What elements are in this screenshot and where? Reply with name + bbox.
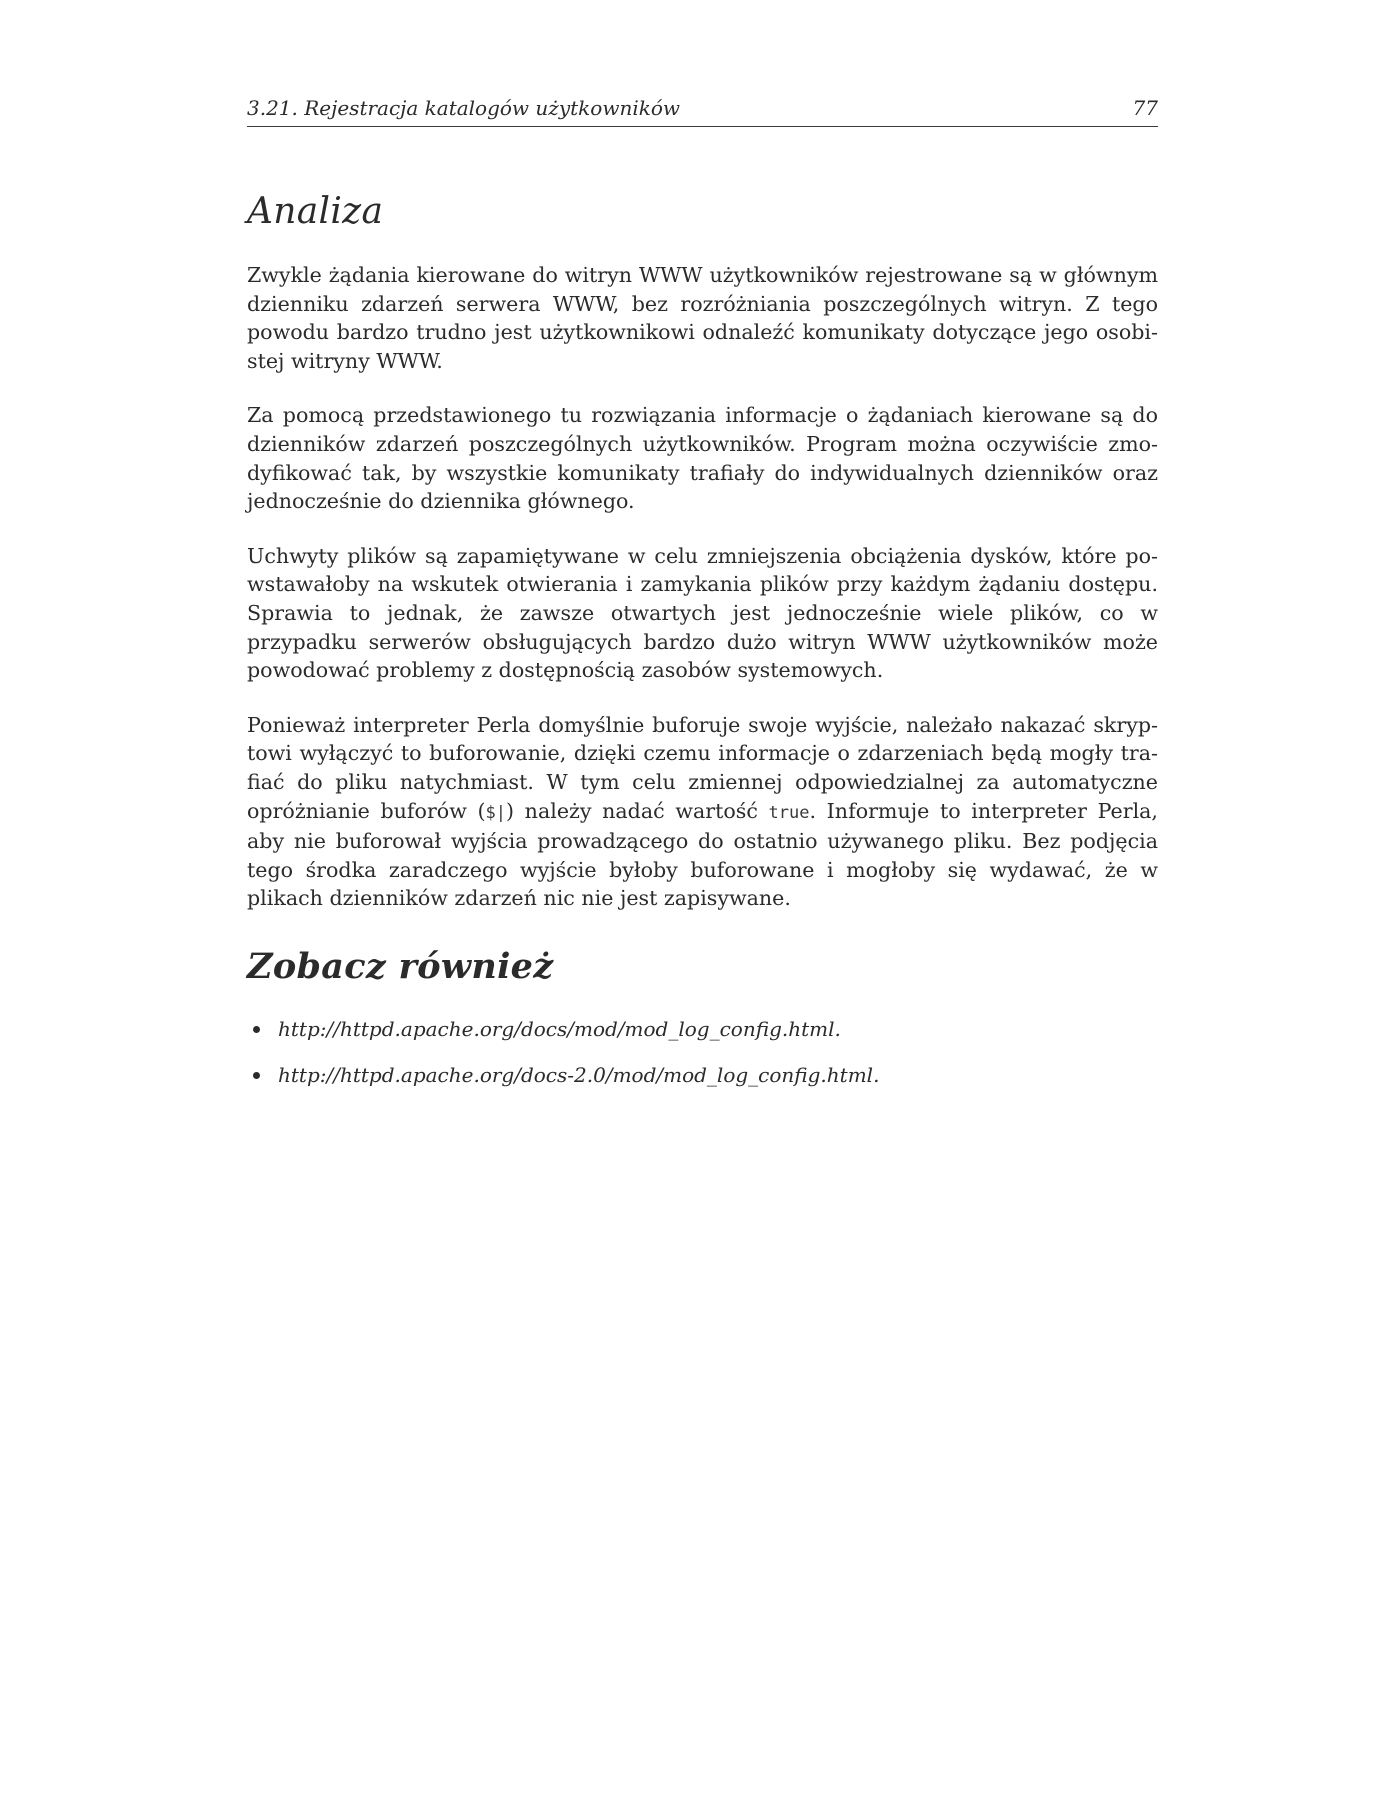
section-title-see-also: Zobacz również xyxy=(247,945,554,987)
see-also-item xyxy=(247,1061,1158,1089)
see-also-link-2[interactable]: http://httpd.apache.org/docs-2.0/mod/mod_log_config.html. xyxy=(278,1062,880,1087)
running-title: 3.21. Rejestracja katalogów użytkowników xyxy=(247,96,680,120)
see-also-item xyxy=(247,1015,1158,1043)
page-number: 77 xyxy=(1132,96,1158,120)
paragraph-4-text-b: ) należy nadać wartość xyxy=(506,798,769,823)
paragraph-2: Za pomocą przedstawionego tu rozwiązania informacje o żądaniach kierowane są do dzienników zdarzeń poszczególnych użytkowników. Program można oczywiście zmodyfikować tak, by wszystkie komunikaty trafiały do indywidualnych dzienników oraz jednocześnie do dziennika głównego. xyxy=(247,403,1158,514)
bullet-icon xyxy=(253,1026,260,1033)
paragraph-1: Zwykle żądania kierowane do witryn WWW użytkowników rejestrowane są w głównym dzienniku zdarzeń serwera WWW, bez rozróżniania poszczególnych witryn. Z tego powodu bardzo trudno jest użytkownikowi odnaleźć komunikaty dotyczące jego osobistej witryny WWW. xyxy=(247,263,1158,373)
paragraph-4 xyxy=(247,711,1158,913)
paragraph-3: Uchwyty plików są zapamiętywane w celu zmniejszenia obciążenia dysków, które powstawałoby na wskutek otwierania i zamykania plików przy każdym żądaniu dostępu. Sprawia to jednak, że zawsze otwartych jest jednocześnie wiele plików, co w przypadku serwerów obsługujących bardzo dużo witryn WWW użytkowników może powodować problemy z dostępnością zasobów systemowych. xyxy=(247,543,1158,683)
paragraph-4-text-c: . Informuje to interpreter Perla, aby nie buforował wyjścia prowadzącego do ostatnio używanego pliku. Bez podjęcia tego środka zaradczego wyjście byłoby buforowane i mogłoby się wydawać, że w plikach dzienników zdarzeń nic nie jest zapisywane. xyxy=(247,798,1158,911)
book-page xyxy=(247,96,1158,1107)
paragraph-4-text-a: Ponieważ interpreter Perla domyślnie buforuje swoje wyjście, należało nakazać skryptowi wyłączyć to buforowanie, dzięki czemu informacje o zdarzeniach będą mogły trafiać do pliku natychmiast. W tym celu zmiennej odpowiedzialnej za automatyczne opróżnianie buforów ( xyxy=(247,712,1158,823)
running-header xyxy=(247,96,1158,127)
bullet-icon xyxy=(253,1072,260,1079)
see-also-link-1[interactable]: http://httpd.apache.org/docs/mod/mod_log_config.html. xyxy=(278,1016,841,1041)
see-also-list xyxy=(247,1015,1158,1089)
section-title-analiza: Analiza xyxy=(247,191,384,232)
inline-code-autoflush-var: $| xyxy=(485,802,506,823)
inline-code-true: true xyxy=(768,802,810,823)
